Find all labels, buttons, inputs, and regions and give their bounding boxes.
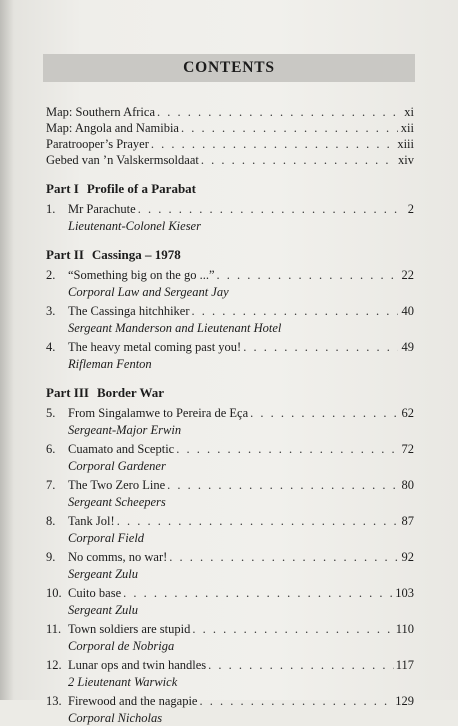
page-number: xiv (398, 153, 414, 167)
chapter-entry (46, 657, 414, 690)
chapter-title: “Something big on the go ...” (68, 268, 215, 282)
page-number: 49 (401, 340, 414, 354)
table-of-contents (46, 104, 414, 726)
page-number: 117 (395, 658, 414, 672)
chapter-row (46, 441, 414, 458)
front-matter-title: Map: Angola and Namibia (46, 121, 179, 135)
chapter-entry (46, 585, 414, 618)
chapter-number: 2. (46, 268, 56, 282)
part-title: Cassinga – 1978 (91, 247, 181, 262)
chapter-author: Lieutenant-Colonel Kieser (68, 219, 201, 233)
chapter-number: 8. (46, 514, 56, 528)
chapter-entry (46, 303, 414, 336)
contents-title: CONTENTS (183, 59, 275, 76)
chapter-author: Corporal Law and Sergeant Jay (68, 285, 229, 299)
chapter-number: 5. (46, 406, 56, 420)
part-title: Border War (96, 385, 165, 400)
chapter-number: 13. (46, 694, 62, 708)
chapter-number: 10. (46, 586, 62, 600)
chapter-author: Corporal Nicholas (68, 711, 163, 725)
page-number: 2 (407, 202, 414, 216)
contents-header (43, 54, 415, 82)
leader-dots (201, 152, 396, 168)
part-heading (46, 246, 414, 264)
chapter-author: Sergeant-Major Erwin (68, 423, 182, 437)
chapter-author: Sergeant Zulu (68, 567, 139, 581)
chapter-row (46, 339, 414, 356)
chapter-row (46, 303, 414, 320)
chapter-row (46, 585, 414, 602)
leader-dots (192, 621, 393, 638)
part-label: Part III (46, 385, 89, 400)
page-number: xi (404, 105, 414, 119)
chapter-author: Rifleman Fenton (68, 357, 152, 371)
part-title: Profile of a Parabat (86, 181, 197, 196)
chapter-author: Sergeant Scheepers (68, 495, 166, 509)
chapter-number: 6. (46, 442, 56, 456)
chapter-row (46, 693, 414, 710)
page-number: 40 (401, 304, 414, 318)
chapter-row (46, 267, 414, 284)
part-label: Part I (46, 181, 79, 196)
chapter-title: Cuamato and Sceptic (68, 442, 175, 456)
leader-dots (176, 441, 398, 458)
chapter-title: Cuito base (68, 586, 122, 600)
chapter-entry (46, 693, 414, 726)
chapter-row (46, 405, 414, 422)
chapter-entry (46, 267, 414, 300)
chapter-author: Corporal de Nobriga (68, 639, 175, 653)
leader-dots (157, 104, 398, 120)
chapter-title: Mr Parachute (68, 202, 136, 216)
chapter-title: The Two Zero Line (68, 478, 166, 492)
chapter-row (46, 621, 414, 638)
front-matter-row (46, 120, 414, 136)
front-matter-row (46, 152, 414, 168)
chapter-author: Corporal Field (68, 531, 145, 545)
chapter-entry (46, 621, 414, 654)
chapter-author: Sergeant Manderson and Lieutenant Hotel (68, 321, 282, 335)
parts-list (46, 180, 414, 726)
chapter-title: The Cassinga hitchhiker (68, 304, 190, 318)
page-number: 80 (401, 478, 414, 492)
leader-dots (199, 693, 393, 710)
chapter-number: 11. (46, 622, 62, 636)
page-number: 110 (395, 622, 414, 636)
part-heading (46, 180, 414, 198)
page-number: 129 (395, 694, 414, 708)
chapter-title: Firewood and the nagapie (68, 694, 198, 708)
page-number: xiii (397, 137, 414, 151)
page-number: xii (400, 121, 414, 135)
chapter-title: Town soldiers are stupid (68, 622, 191, 636)
front-matter-title: Paratrooper’s Prayer (46, 137, 149, 151)
chapter-title: No comms, no war! (68, 550, 168, 564)
chapter-number: 3. (46, 304, 56, 318)
chapter-entry (46, 405, 414, 438)
chapter-row (46, 477, 414, 494)
chapter-title: From Singalamwe to Pereira de Eça (68, 406, 249, 420)
leader-dots (250, 405, 398, 422)
chapter-author: Corporal Gardener (68, 459, 166, 473)
chapter-title: Tank Jol! (68, 514, 115, 528)
chapter-number: 4. (46, 340, 56, 354)
front-matter-title: Map: Southern Africa (46, 105, 156, 119)
front-matter-title: Gebed van ’n Valskermsoldaat (46, 153, 199, 167)
chapter-entry (46, 477, 414, 510)
leader-dots (123, 585, 393, 602)
chapter-author: Sergeant Zulu (68, 603, 139, 617)
part-label: Part II (46, 247, 84, 262)
chapter-number: 12. (46, 658, 62, 672)
front-matter-list (46, 104, 414, 168)
leader-dots (167, 477, 398, 494)
chapter-row (46, 549, 414, 566)
chapter-number: 1. (46, 202, 56, 216)
leader-dots (138, 201, 398, 218)
leader-dots (151, 136, 395, 152)
chapter-entry (46, 549, 414, 582)
chapter-entry (46, 201, 414, 234)
chapter-row (46, 657, 414, 674)
chapter-entry (46, 441, 414, 474)
page-number: 72 (401, 442, 414, 456)
page-number: 87 (401, 514, 414, 528)
leader-dots (169, 549, 398, 566)
chapter-number: 9. (46, 550, 56, 564)
chapter-title: The heavy metal coming past you! (68, 340, 242, 354)
page-number: 92 (401, 550, 414, 564)
leader-dots (117, 513, 398, 530)
spine-shadow (0, 0, 14, 700)
front-matter-row (46, 136, 414, 152)
leader-dots (243, 339, 398, 356)
chapter-row (46, 201, 414, 218)
chapter-author: 2 Lieutenant Warwick (68, 675, 178, 689)
chapter-row (46, 513, 414, 530)
chapter-entry (46, 513, 414, 546)
page-number: 62 (401, 406, 414, 420)
page-number: 103 (395, 586, 414, 600)
page-number: 22 (401, 268, 414, 282)
leader-dots (181, 120, 398, 136)
front-matter-row (46, 104, 414, 120)
leader-dots (208, 657, 394, 674)
chapter-number: 7. (46, 478, 56, 492)
chapter-entry (46, 339, 414, 372)
chapter-title: Lunar ops and twin handles (68, 658, 207, 672)
part-heading (46, 384, 414, 402)
leader-dots (217, 267, 398, 284)
leader-dots (192, 303, 399, 320)
